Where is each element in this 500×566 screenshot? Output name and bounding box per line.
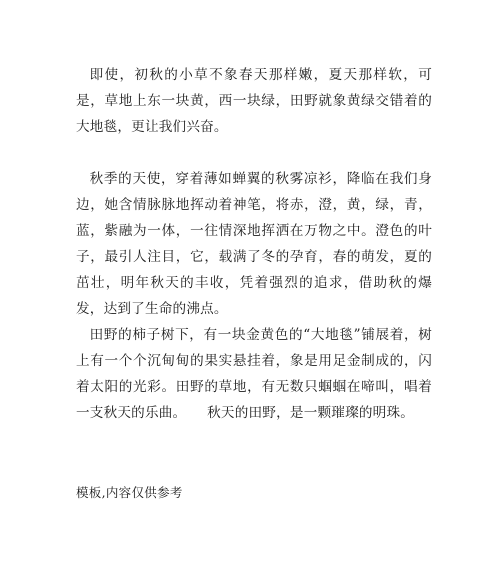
paragraph-3: 田野的柿子树下，有一块金黄色的“大地毯”铺展着，树上有一个个沉甸甸的果实悬挂着，象是用足金制成的，闪着太阳的光彩。田野的草地，有无数只蝈蝈在啼叫，唱着一支秋天的乐曲。 秋天的田野，是一颗璀璨的明珠。 <box>76 327 432 421</box>
paragraph-2: 秋季的天使，穿着薄如蝉翼的秋雾凉衫，降临在我们身边，她含情脉脉地挥动着神笔，将赤，澄，黄，绿，青，蓝，紫融为一体，一往情深地挥洒在万物之中。澄色的叶子，最引人注目，它，载满了冬的孕育，春的萌发，夏的茁壮，明年秋天的丰收，凭着强烈的追求，借助秋的爆发，达到了生命的沸点。 <box>76 171 432 317</box>
paragraph-1: 即使，初秋的小草不象春天那样嫩，夏天那样软，可是，草地上东一块黄，西一块绿，田野就象黄绿交错着的大地毯，更让我们兴奋。 <box>76 67 432 135</box>
footer-note: 模板,内容仅供参考 <box>76 485 183 500</box>
